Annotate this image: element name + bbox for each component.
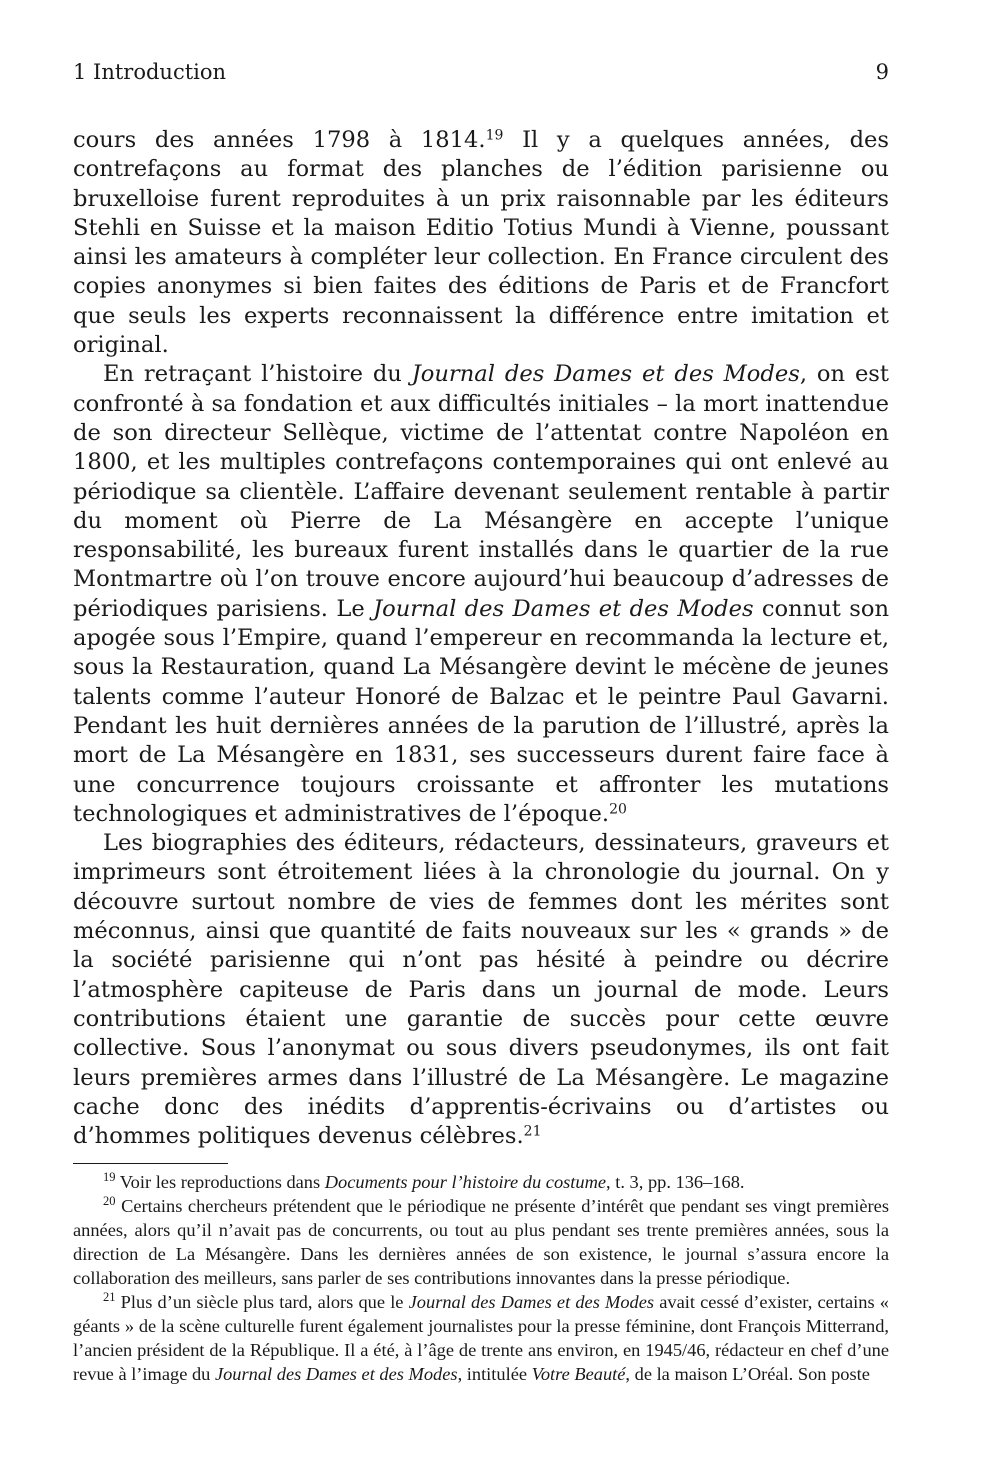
italic-text: Journal des Dames et des Modes — [373, 595, 754, 622]
text-run: Plus d’un siècle plus tard, alors que le — [115, 1292, 409, 1313]
italic-text: Journal des Dames et des Modes — [411, 361, 800, 388]
text-run: , on est confronté à sa fondation et aux difficultés initiales – la mort inattendue de son directeur Sellèque, victime de l’attentat contre Napoléon en 1800, et les multiples contrefaçons contemporaines qui ont enlevé au périodique sa clientèle. L’affaire devenant seulement rentable à partir du moment où Pierre de La Mésangère en accepte l’unique responsabilité, les bureaux furent installés dans le quartier de la rue Montmartre où l’on trouve encore aujourd’hui beaucoup d’adresses de périodiques parisiens. Le — [73, 361, 889, 622]
italic-text: Votre Beauté — [531, 1364, 626, 1385]
footnote — [73, 1170, 889, 1194]
footnote — [73, 1290, 889, 1386]
footnotes — [73, 1170, 889, 1386]
text-run: Il y a quelques années, des contrefaçons au format des planches de l’édition parisienne ou bruxelloise furent reproduites à un prix raisonnable par les éditeurs Stehli en Suisse et la maison Editio Totius Mundi à Vienne, poussant ainsi les amateurs à compléter leur collection. En France circulent des copies anonymes si bien faites des éditions de Paris et de Francfort que seuls les experts reconnaissent la différence entre imitation et original. — [73, 127, 889, 359]
paragraph — [73, 829, 889, 1151]
text-run: , de la maison L’Oréal. Son poste — [625, 1364, 870, 1385]
text-run: cours des années 1798 à 1814. — [73, 127, 486, 153]
italic-text: Journal des Dames et des Modes — [408, 1292, 655, 1313]
text-run: En retraçant l’histoire du — [103, 361, 412, 388]
text-run: connut son apogée sous l’Empire, quand l’empereur en recommanda la lecture et, sous la Restauration, quand La Mésangère devint le mécène de jeunes talents comme l’auteur Honoré de Balzac et le peintre Paul Gavarni. Pendant les huit dernières années de la parution de l’illustré, après la mort de La Mésangère en 1831, ses successeurs durent faire face à une concurrence toujours croissante et affronter les mutations technologiques et administratives de l’époque. — [73, 595, 889, 827]
text-run: Les biographies des éditeurs, rédacteurs, dessinateurs, graveurs et imprimeurs sont étroitement liées à la chronologie du journal. On y découvre surtout nombre de vies de femmes dont les mérites sont méconnus, ainsi que quantité de faits nouveaux sur les « grands » de la société parisienne qui n’ont pas hésité à peindre ou décrire l’atmosphère capiteuse de Paris dans un journal de mode. Leurs contributions étaient une garantie de succès pour cette œuvre collective. Sous l’anonymat ou sous divers pseudonymes, ils ont fait leurs premières armes dans l’illustré de La Mésangère. Le magazine cache donc des inédits d’apprentis-écrivains ou d’artistes ou d’hommes politiques devenus célèbres. — [73, 830, 889, 1150]
footnote-marker: 19 — [103, 1170, 116, 1185]
paragraph — [73, 360, 889, 829]
text-run: Certains chercheurs prétendent que le périodique ne présente d’intérêt que pendant ses vingt premières années, alors qu’il n’avait pas de concurrents, ou tout au plus pendant ses trente premières années, sous la direction de La Mésangère. Dans les dernières années de son existence, le journal s’assura encore la collaboration des meilleurs, sans parler de ses contributions innovantes dans la presse périodique. — [73, 1196, 889, 1289]
footnote-marker: 21 — [103, 1290, 116, 1305]
text-run: avait cessé d’exister, certains « géants » de la scène culturelle furent également journalistes pour la presse féminine, dont François Mitterrand, l’ancien président de la République. Il a été, à l’âge de trente ans environ, en 1945/46, rédacteur en chef d’une revue à l’image du — [73, 1292, 889, 1385]
running-head — [73, 60, 889, 92]
italic-text: Journal des Dames et des Modes — [214, 1364, 458, 1385]
paragraph — [73, 126, 889, 360]
italic-text: Documents pour l’histoire du costume — [324, 1172, 607, 1193]
chapter-title: 1 Introduction — [73, 60, 227, 84]
footnote-marker: 20 — [609, 801, 627, 818]
footnote-separator — [73, 1163, 228, 1164]
text-run: , t. 3, pp. 136–168. — [606, 1172, 745, 1193]
page-number: 9 — [875, 60, 889, 84]
body-text — [73, 126, 889, 1151]
footnote-marker: 21 — [523, 1123, 542, 1140]
footnote-marker: 20 — [103, 1194, 116, 1209]
book-page — [73, 60, 889, 1386]
text-run: , intitulée — [457, 1364, 532, 1385]
text-run: Voir les reproductions dans — [115, 1172, 325, 1193]
footnote — [73, 1194, 889, 1290]
footnote-marker: 19 — [485, 127, 504, 144]
